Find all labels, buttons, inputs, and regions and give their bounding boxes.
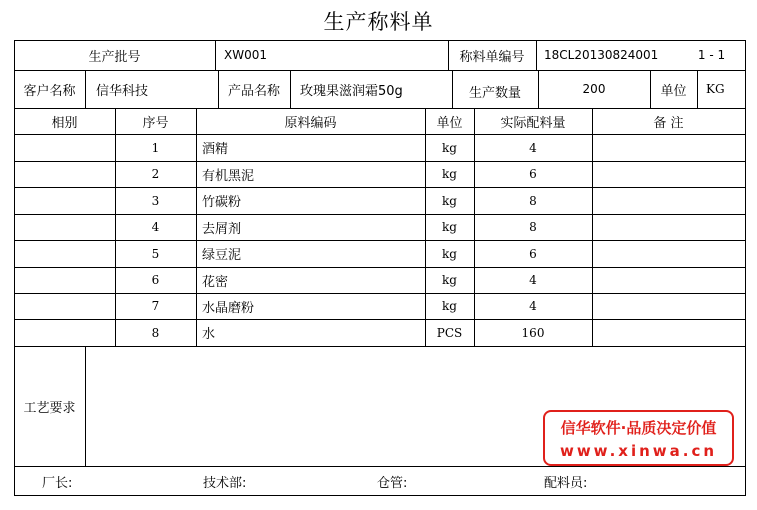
row-unit: PCS	[436, 325, 463, 340]
row-seq: 4	[151, 220, 160, 234]
row-material: 花密	[202, 274, 229, 290]
row-material: 绿豆泥	[202, 248, 242, 263]
row-amount: 8	[529, 193, 537, 208]
row-seq: 7	[151, 299, 160, 313]
batch-value: XW001	[224, 48, 267, 62]
row-amount: 4	[529, 299, 537, 313]
row-material: 水	[202, 327, 216, 342]
column-header-material: 原料编码	[284, 115, 337, 131]
row-amount: 160	[521, 325, 545, 340]
row-seq: 2	[151, 167, 160, 181]
column-header-amount: 实际配料量	[500, 115, 566, 131]
quantity-value: 200	[582, 82, 606, 96]
row-seq: 6	[151, 273, 160, 287]
row-unit: kg	[442, 246, 457, 261]
unit-value: KG	[706, 82, 725, 96]
row-seq: 1	[151, 140, 160, 155]
quantity-label: 生产数量	[468, 85, 521, 101]
row-unit: kg	[442, 140, 457, 155]
product-value: 玫瑰果滋润霜50g	[300, 83, 403, 99]
column-header-remark: 备 注	[653, 115, 684, 131]
product-label: 产品名称	[227, 83, 280, 99]
row-amount: 8	[529, 220, 537, 234]
row-amount: 6	[529, 167, 537, 181]
column-header-phase: 相别	[51, 115, 78, 131]
form-title: 生产称料单	[323, 10, 434, 34]
row-unit: kg	[442, 220, 457, 234]
batch-label: 生产批号	[88, 49, 141, 65]
row-unit: kg	[442, 299, 457, 313]
page-number: 1 - 1	[697, 48, 726, 62]
row-seq: 5	[151, 246, 160, 261]
row-material: 酒精	[202, 142, 229, 157]
watermark-stamp	[543, 410, 734, 466]
row-material: 竹碳粉	[202, 195, 242, 210]
process-label: 工艺要求	[23, 400, 76, 416]
row-unit: kg	[442, 167, 457, 181]
row-material: 去屑剂	[202, 221, 242, 237]
customer-label: 客户名称	[23, 83, 76, 99]
row-unit: kg	[442, 273, 457, 287]
customer-value: 信华科技	[96, 83, 149, 99]
form-number-label: 称料单编号	[459, 49, 525, 65]
column-header-seq: 序号	[142, 115, 169, 131]
row-material: 有机黑泥	[202, 168, 255, 184]
row-seq: 3	[151, 193, 160, 208]
footer-batcher: 配料员:	[544, 475, 588, 491]
stamp-slogan: 信华软件·品质决定价值	[560, 419, 717, 437]
unit-label: 单位	[660, 83, 687, 99]
row-amount: 4	[529, 273, 537, 287]
footer-warehouse: 仓管:	[377, 475, 408, 491]
row-amount: 4	[529, 140, 537, 155]
row-unit: kg	[442, 193, 457, 208]
stamp-website: www.xinwa.cn	[559, 442, 718, 460]
row-material: 水晶磨粉	[202, 300, 255, 316]
form-number-value: 18CL20130824001	[544, 48, 659, 62]
footer-factory-manager: 厂长:	[42, 475, 73, 491]
row-amount: 6	[529, 246, 537, 261]
footer-tech-dept: 技术部:	[203, 475, 247, 491]
row-seq: 8	[151, 325, 160, 340]
column-header-unit: 单位	[436, 115, 463, 131]
